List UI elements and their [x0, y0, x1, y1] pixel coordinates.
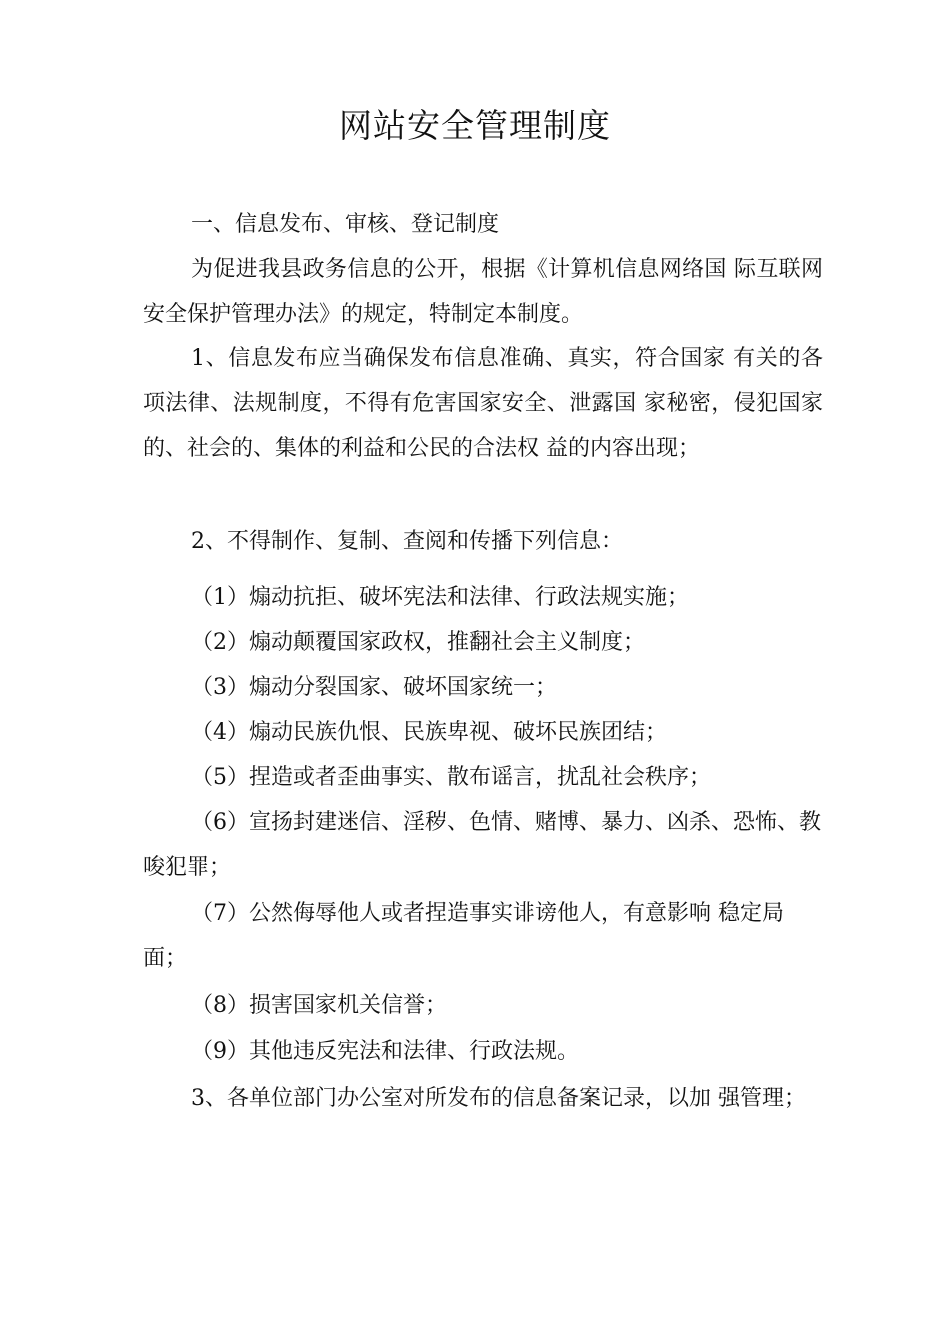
list-item-5: （5）捏造或者歪曲事实、散布谣言，扰乱社会秩序； [191, 765, 711, 790]
list-item-4: （4）煽动民族仇恨、民族卑视、破坏民族团结； [191, 720, 667, 745]
section-heading: 一、信息发布、审核、登记制度 [191, 212, 500, 237]
clause-3-paragraph: 3、各单位部门办公室对所发布的信息备案记录，以加 强管理； [191, 1086, 806, 1111]
list-item-1: （1）煽动抗拒、破坏宪法和法律、行政法规实施； [191, 585, 689, 610]
list-item-2: （2）煽动颠覆国家政权，推翻社会主义制度； [191, 630, 645, 655]
clause-1-paragraph: 1、信息发布应当确保发布信息准确、真实，符合国家 有关的各项法律、法规制度，不得有危害国家安全、泄露国 家秘密，侵犯国家的、社会的、集体的利益和公民的合法权 益的内容出现； [143, 346, 823, 461]
list-item-9: （9）其他违反宪法和法律、行政法规。 [191, 1039, 579, 1064]
list-item-7: （7）公然侮辱他人或者捏造事实诽谤他人，有意影响 稳定局面； [143, 901, 784, 971]
clause-2-paragraph: 2、不得制作、复制、查阅和传播下列信息： [191, 529, 623, 554]
intro-paragraph: 为促进我县政务信息的公开，根据《计算机信息网络国 际互联网安全保护管理办法》的规定，特制定本制度。 [143, 257, 823, 327]
document-title: 网站安全管理制度 [339, 106, 611, 145]
list-item-3: （3）煽动分裂国家、破坏国家统一； [191, 675, 557, 700]
list-item-8: （8）损害国家机关信誉； [191, 993, 447, 1018]
list-item-6: （6）宣扬封建迷信、淫秽、色情、赌博、暴力、凶杀、恐怖、教唆犯罪； [143, 810, 821, 880]
